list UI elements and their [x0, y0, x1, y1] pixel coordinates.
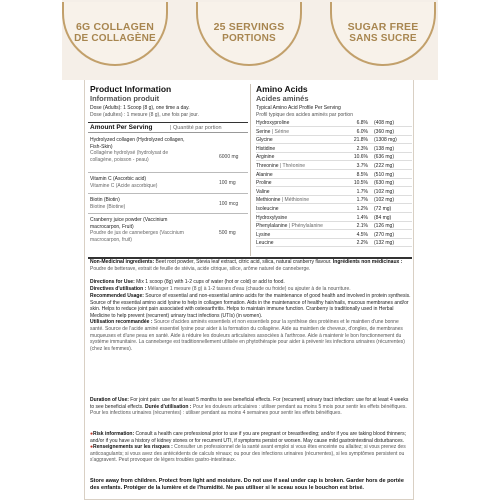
amino-name-en: Arginine: [256, 154, 275, 161]
amino-name: [256, 215, 287, 221]
badge-en: 6G COLLAGEN: [75, 21, 155, 33]
badge-en: 25 SERVINGS: [213, 21, 285, 33]
ingredient-name-fr: Collagène hydrolysé (hydrolysat de collagène, poisson - peau): [90, 150, 169, 163]
recommended-text: Source of essential and non-essential amino acids for the maintenance of good health and involved in protein synthesis. Source of the essential amino acid lysine to help in collagen formation. Aids in the maintenance of healthy hair/nails, mucous membranes and/or skin. Helps to reduce joint pain associated with osteoarthritis. Helps to maintain immune function. Cranberry is traditionally used in Herbal Medicine to help prevent (recurrent) urinary tract infections (UTIs) (in women).: [90, 293, 411, 319]
non-medicinal-text: Beet root powder, Stevia leaf extract, citric acid, silica, natural cranberry flavour.: [154, 259, 332, 265]
amino-row: [256, 196, 412, 204]
amino-name: [256, 206, 279, 212]
amino-name-en: Serine: [256, 128, 271, 135]
recommended-block: [90, 293, 412, 352]
risk-bullet-icon: ●: [90, 431, 94, 437]
amino-mg: (84 mg): [374, 214, 392, 221]
ingredient-name: Cranberry juice powder (Vaccinium macrocarpon, Fruit): [90, 217, 168, 230]
storage-block: [90, 478, 412, 492]
amino-name: [256, 146, 275, 152]
amino-row: [256, 214, 412, 222]
amino-name: [256, 197, 309, 203]
badge-en: SUGAR FREE: [347, 21, 419, 33]
amount-header: Amount Per Serving: [90, 124, 153, 131]
directions-text: Mix 1 scoop (8g) with 1-2 cups of water (hot or cold) or add to food.: [134, 279, 285, 285]
amino-mg: (132 mg): [374, 240, 395, 247]
amino-name: [256, 189, 270, 195]
directions-text-fr: Mélanger 1 mesure (8 g) à 1-2 tasses d'eau (chaude ou froide) ou ajouter à de la nourriture.: [146, 285, 351, 292]
amino-title-fr: Acides aminés: [256, 94, 309, 103]
amino-name-en: Hydroxyproline: [256, 120, 290, 126]
amino-name-separator: |: [280, 197, 285, 204]
amino-name-en: Histidine: [256, 145, 276, 152]
ingredient-name: Vitamin C (Ascorbic acid): [90, 176, 147, 182]
amino-row: [256, 239, 412, 247]
amino-mg: (222 mg): [374, 163, 395, 169]
amino-subtitle-fr: Profil typique des acides aminés par portion: [256, 112, 353, 118]
amino-name-en: Glycine: [256, 137, 273, 144]
amino-name: [256, 232, 270, 238]
amino-mg: (360 mg): [374, 128, 395, 135]
duration-label: Duration of Use:: [90, 397, 129, 403]
directions-block: [90, 279, 412, 292]
amount-header-fr: | Quantité par portion: [170, 125, 222, 131]
amino-name-en: Proline: [256, 180, 272, 187]
ingredient-cranberry: [90, 217, 190, 243]
amino-row: [256, 205, 412, 213]
badge-fr: PORTIONS: [222, 33, 276, 44]
badge-fr: DE COLLAGÈNE: [74, 33, 156, 44]
amino-mg: (102 mg): [374, 197, 395, 204]
amino-name-separator: |: [287, 223, 292, 230]
amino-name-fr: Thréonine: [282, 163, 306, 169]
ingredient-biotin: [90, 197, 190, 210]
row-divider: [88, 193, 248, 194]
risk-block: [90, 431, 412, 464]
amino-percent: 8.5%: [356, 171, 368, 178]
badge-fr: SANS SUCRE: [349, 33, 417, 44]
ingredient-name-fr: Biotine (Biotine): [90, 203, 126, 210]
storage-text: Store away from children. Protect from light and moisture. Do not use if seal under cap is broken.: [90, 478, 345, 484]
amino-percent: 6.8%: [356, 120, 368, 126]
amino-mg: (1308 mg): [374, 137, 397, 144]
amino-percent: 2.2%: [356, 240, 368, 247]
amino-row: [256, 119, 412, 127]
ingredient-vitamin-c: [90, 176, 190, 189]
non-medicinal-block: [90, 259, 412, 272]
row-divider: [88, 172, 248, 173]
ingredient-qty: 6000 mg: [219, 154, 239, 160]
duration-text-fr: Pour les douleurs articulaires : utiliser pendant au moins 5 mois pour sentir les effets bénéfiques. Pour les infections urinaires (récurrentes) : utiliser pendant au moins 4 semaines pour sentir les effets bénéfiques.: [90, 403, 407, 417]
amino-row: [256, 222, 412, 230]
amino-row: [256, 179, 412, 187]
row-divider: [88, 213, 248, 214]
amino-name: [256, 172, 273, 178]
non-medicinal-label: Non-Medicinal ingredients:: [90, 259, 155, 265]
directions-label-fr: Directives d'utilisation :: [90, 285, 147, 292]
ingredient-name-fr: Poudre de jus de canneberges (Vaccinium macrocarpon, fruit): [90, 230, 184, 243]
directions-label: Directions for Use:: [90, 279, 135, 285]
amino-row: [256, 188, 412, 196]
amino-percent: 1.4%: [356, 214, 368, 221]
amino-percent: 3.7%: [356, 163, 368, 169]
dose-text-fr: Dose (adultes) : 1 mesure (8 g), une fois par jour.: [90, 112, 199, 118]
amino-name-en: Lysine: [256, 231, 271, 238]
storage-text-fr: Garder hors de portée des enfants. Protéger de la lumière et de l'humidité. Ne pas utiliser si le sceau sous le bouchon est brisé.: [90, 478, 404, 491]
risk-text: Consult a health care professional prior to use if you are pregnant or breastfeeding; and/or if you are taking blood thinners; and/or if you have a history of kidney stones or for recurrent UTI, if symptoms persist or worsen. May cause mild gastrointestinal disturbances.: [90, 431, 406, 444]
amino-name-en: Isoleucine: [256, 206, 279, 212]
amino-row: [256, 145, 412, 153]
amino-name-en: Methionine: [256, 197, 281, 204]
duration-text: For joint pain: use for at least 5 months to see beneficial effects. For (recurrent) urinary tract infection: use for at least 4 weeks to see beneficial effects.: [90, 397, 409, 410]
amino-name: [256, 154, 274, 160]
amino-name: [256, 163, 305, 169]
amino-mg: (138 mg): [374, 145, 395, 152]
recommended-label-fr: Utilisation recommandée :: [90, 319, 153, 326]
amino-name-en: Hydroxylysine: [256, 214, 288, 221]
amino-title: Amino Acids: [256, 84, 308, 94]
ingredient-qty: 500 mg: [219, 230, 236, 236]
amino-mg: (510 mg): [374, 171, 395, 178]
amino-name-fr: Méthionine: [284, 197, 310, 204]
amino-mg: (126 mg): [374, 223, 395, 230]
amino-name-en: Threonine: [256, 163, 279, 169]
amino-percent: 4.5%: [356, 231, 368, 238]
amino-name-fr: Sérine: [274, 128, 289, 135]
product-info-title-fr: Information produit: [90, 94, 160, 103]
amino-name: [256, 137, 273, 143]
amino-percent: 6.0%: [356, 128, 368, 135]
amino-row: [256, 162, 412, 170]
amino-name-en: Alanine: [256, 171, 273, 178]
amino-percent: 2.3%: [356, 145, 368, 152]
amino-percent: 10.5%: [353, 180, 368, 187]
amino-name-en: Leucine: [256, 240, 274, 247]
amino-mg: (630 mg): [374, 180, 395, 187]
amino-name-fr: Phénylalanine: [291, 223, 323, 230]
amino-name: [256, 129, 289, 135]
risk-text-fr: Consulter un professionnel de la santé avant emploi si vous êtes enceinte ou allaitez; si vous prenez des anticoagulants; si vous avez des antécédents de calculs rénaux; ou pour des infections urinaires (récurrentes), si les symptômes persistent ou s'aggravent. Peut provoquer de légers troubles gastro-intestinaux.: [90, 444, 406, 464]
column-divider: [250, 84, 251, 256]
dose-text: Dose (Adults): 1 Scoop (8 g), one time a day.: [90, 105, 190, 111]
amino-name-en: Phenylalanine: [256, 223, 288, 230]
ingredient-qty: 100 mcg: [219, 201, 239, 207]
risk-label: Risk information:: [93, 431, 135, 437]
amino-percent: 1.7%: [356, 188, 368, 195]
risk-label-fr: Renseignements sur les risques :: [93, 444, 173, 451]
amino-name: [256, 240, 274, 246]
amino-row: [256, 136, 412, 144]
amino-percent: 10.6%: [353, 154, 368, 161]
ingredient-name-fr: Vitamine C (Acide ascorbique): [90, 182, 158, 189]
amino-row: [256, 153, 412, 161]
ingredient-name: Hydrolyzed collagen (Hydrolyzed collagen, Fish-Skin): [90, 137, 185, 150]
amino-row: [256, 231, 412, 239]
amino-percent: 1.7%: [356, 197, 368, 204]
amino-mg: (270 mg): [374, 231, 395, 238]
amino-mg: (408 mg): [374, 120, 395, 126]
ingredient-qty: 100 mg: [219, 180, 236, 186]
amino-name-separator: |: [278, 163, 283, 169]
amino-percent: 2.1%: [356, 223, 368, 230]
non-medicinal-text-fr: Poudre de betterave, extrait de feuille de stévia, acide citrique, silice, arôme naturel de canneberge.: [90, 265, 311, 272]
amino-name: [256, 120, 289, 126]
duration-label-fr: Durée d'utilisation :: [144, 403, 192, 410]
amino-row: [256, 128, 412, 136]
amino-percent: 21.8%: [353, 137, 368, 144]
non-medicinal-label-fr: Ingrédients non médicinaux :: [332, 259, 403, 265]
amino-percent: 1.2%: [356, 206, 368, 212]
amino-name: [256, 223, 323, 229]
product-info-title: Product Information: [90, 84, 172, 94]
amino-name-separator: |: [270, 128, 275, 135]
amino-name: [256, 180, 272, 186]
amino-mg: (72 mg): [374, 206, 392, 212]
amino-row: [256, 171, 412, 179]
amino-mg: (636 mg): [374, 154, 395, 161]
ingredient-name: Biotin (Biotin): [90, 197, 120, 203]
amino-name-en: Valine: [256, 188, 270, 195]
risk-bullet-icon-fr: ●: [90, 444, 94, 451]
duration-block: [90, 397, 412, 417]
recommended-text-fr: Source d'acides aminés essentiels et non essentiels pour la synthèse des protéines et le maintien d'une bonne santé. Source de l'acide aminé essentiel lysine pour aider à la formation du collagène. Aide au maintien de cheveux, d'ongles, de membranes muqueuses et d'une peau en santé. Aide à réduire les douleurs articulaires associées à l'arthrose. Aide à maintenir le bon fonctionnement du système immunitaire. La canneberge est traditionnellement utilisée en phytothérapie pour aider à prévenir les infections urinaires (récurrentes) (chez les femmes).: [90, 319, 405, 352]
amino-mg: (102 mg): [374, 188, 395, 195]
amino-subtitle: Typical Amino Acid Profile Per Serving: [256, 105, 341, 111]
ingredient-collagen: [90, 137, 190, 163]
recommended-label: Recommended Usage:: [90, 293, 144, 299]
